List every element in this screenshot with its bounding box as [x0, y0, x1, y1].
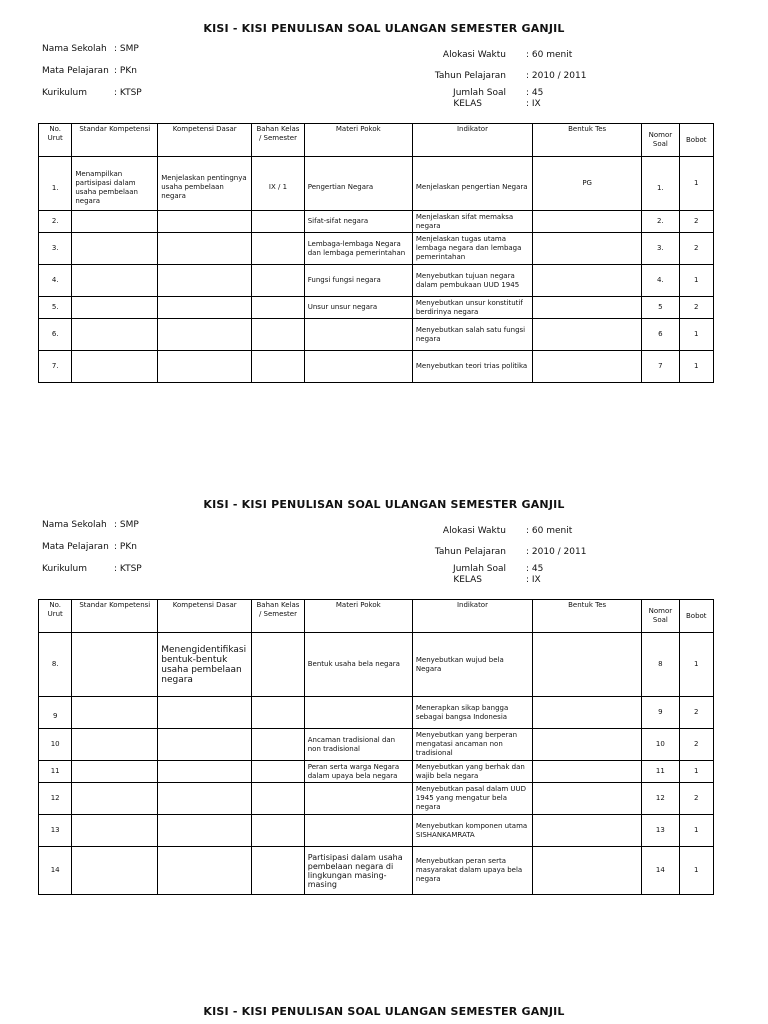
cell-standar-kompetensi — [72, 233, 158, 265]
cell-no: 14 — [39, 847, 72, 895]
column-header: Nomor Soal — [642, 124, 679, 157]
cell-no: 13 — [39, 815, 72, 847]
info-value: : PKn — [114, 542, 137, 552]
cell-bentuk-tes — [533, 761, 642, 783]
table-row — [39, 761, 714, 783]
cell-no: 8. — [39, 633, 72, 697]
column-header: Kompetensi Dasar — [158, 124, 252, 157]
cell-indikator: Menyebutkan wujud bela Negara — [412, 633, 532, 697]
cell-standar-kompetensi — [72, 297, 158, 319]
cell-bahan-kelas — [252, 815, 305, 847]
cell-materi-pokok — [304, 351, 412, 383]
cell-no: 7. — [39, 351, 72, 383]
cell-bobot: 1 — [679, 815, 713, 847]
cell-bahan-kelas — [252, 783, 305, 815]
cell-no: 1. — [39, 157, 72, 211]
cell-materi-pokok: Pengertian Negara — [304, 157, 412, 211]
cell-bahan-kelas — [252, 697, 305, 729]
column-header: Materi Pokok — [304, 124, 412, 157]
cell-bahan-kelas — [252, 233, 305, 265]
cell-standar-kompetensi — [72, 697, 158, 729]
cell-nomor-soal: 7 — [642, 351, 679, 383]
cell-bahan-kelas: IX / 1 — [252, 157, 305, 211]
info-value: : 45 — [526, 88, 544, 98]
cell-bobot: 1 — [679, 265, 713, 297]
info-label: Tahun Pelajaran — [434, 547, 506, 557]
cell-indikator: Menyebutkan teori trias politika — [412, 351, 532, 383]
info-label: Nama Sekolah — [42, 44, 107, 54]
cell-materi-pokok: Peran serta warga Negara dalam upaya bela negara — [304, 761, 412, 783]
cell-kompetensi-dasar — [158, 761, 252, 783]
cell-no: 11 — [39, 761, 72, 783]
cell-standar-kompetensi — [72, 319, 158, 351]
document-title: KISI - KISI PENULISAN SOAL ULANGAN SEMESTER GANJIL — [203, 1005, 565, 1018]
cell-nomor-soal: 12 — [642, 783, 679, 815]
column-header: Kompetensi Dasar — [158, 600, 252, 633]
cell-bentuk-tes — [533, 351, 642, 383]
cell-indikator: Menyebutkan salah satu fungsi negara — [412, 319, 532, 351]
cell-bahan-kelas — [252, 211, 305, 233]
info-label: Alokasi Waktu — [442, 50, 506, 60]
cell-standar-kompetensi — [72, 633, 158, 697]
cell-kompetensi-dasar — [158, 697, 252, 729]
cell-indikator: Menyebutkan unsur konstitutif berdirinya negara — [412, 297, 532, 319]
table-row — [39, 633, 714, 697]
cell-standar-kompetensi: Menampilkan partisipasi dalam usaha pembelaan negara — [72, 157, 158, 211]
cell-bobot: 2 — [679, 233, 713, 265]
info-value: : 2010 / 2011 — [526, 71, 587, 81]
cell-indikator: Menyebutkan yang berperan mengatasi ancaman non tradisional — [412, 729, 532, 761]
cell-nomor-soal: 9 — [642, 697, 679, 729]
cell-no: 4. — [39, 265, 72, 297]
cell-kompetensi-dasar — [158, 847, 252, 895]
cell-bobot: 2 — [679, 697, 713, 729]
cell-indikator: Menyebutkan pasal dalam UUD 1945 yang mengatur bela negara — [412, 783, 532, 815]
cell-bobot: 2 — [679, 729, 713, 761]
cell-materi-pokok: Sifat-sifat negara — [304, 211, 412, 233]
cell-materi-pokok: Bentuk usaha bela negara — [304, 633, 412, 697]
column-header: Bahan Kelas / Semester — [252, 600, 305, 633]
column-header: Indikator — [412, 600, 532, 633]
column-header: Bentuk Tes — [533, 124, 642, 157]
cell-indikator: Menyebutkan yang berhak dan wajib bela negara — [412, 761, 532, 783]
cell-kompetensi-dasar: Menengidentifikasi bentuk-bentuk usaha pembelaan negara — [158, 633, 252, 697]
cell-bobot: 1 — [679, 847, 713, 895]
table-row — [39, 233, 714, 265]
cell-kompetensi-dasar — [158, 351, 252, 383]
table-row — [39, 783, 714, 815]
info-label: Alokasi Waktu — [442, 526, 506, 536]
table-row — [39, 847, 714, 895]
cell-bobot: 1 — [679, 157, 713, 211]
column-header: No. Urut — [39, 124, 72, 157]
document-title: KISI - KISI PENULISAN SOAL ULANGAN SEMESTER GANJIL — [203, 22, 565, 35]
info-value: : 60 menit — [526, 50, 573, 60]
cell-materi-pokok: Ancaman tradisional dan non tradisional — [304, 729, 412, 761]
cell-bahan-kelas — [252, 297, 305, 319]
kisi-table — [38, 599, 714, 895]
cell-no: 9 — [39, 697, 72, 729]
cell-bahan-kelas — [252, 351, 305, 383]
info-value: : KTSP — [114, 564, 142, 574]
cell-kompetensi-dasar — [158, 319, 252, 351]
cell-indikator: Menyebutkan komponen utama SISHANKAMRATA — [412, 815, 532, 847]
cell-indikator: Menyebutkan peran serta masyarakat dalam upaya bela negara — [412, 847, 532, 895]
column-header: Bobot — [679, 124, 713, 157]
cell-bahan-kelas — [252, 729, 305, 761]
kisi-table — [38, 123, 714, 383]
cell-nomor-soal: 2. — [642, 211, 679, 233]
cell-bentuk-tes — [533, 697, 642, 729]
cell-materi-pokok: Lembaga-lembaga Negara dan lembaga pemerintahan — [304, 233, 412, 265]
info-value: : KTSP — [114, 88, 142, 98]
cell-no: 3. — [39, 233, 72, 265]
column-header: Materi Pokok — [304, 600, 412, 633]
table-row — [39, 211, 714, 233]
cell-materi-pokok — [304, 815, 412, 847]
cell-nomor-soal: 3. — [642, 233, 679, 265]
table-header-row — [39, 124, 714, 157]
cell-bentuk-tes — [533, 729, 642, 761]
info-label: Nama Sekolah — [42, 520, 107, 530]
cell-nomor-soal: 5 — [642, 297, 679, 319]
cell-nomor-soal: 1. — [642, 157, 679, 211]
info-value: : PKn — [114, 66, 137, 76]
cell-bentuk-tes — [533, 847, 642, 895]
column-header: Nomor Soal — [642, 600, 679, 633]
cell-no: 6. — [39, 319, 72, 351]
cell-bentuk-tes — [533, 233, 642, 265]
cell-materi-pokok: Unsur unsur negara — [304, 297, 412, 319]
table-row — [39, 697, 714, 729]
table-row — [39, 815, 714, 847]
cell-nomor-soal: 4. — [642, 265, 679, 297]
cell-nomor-soal: 8 — [642, 633, 679, 697]
cell-no: 10 — [39, 729, 72, 761]
info-label: Mata Pelajaran — [42, 542, 109, 552]
column-header: Bahan Kelas / Semester — [252, 124, 305, 157]
cell-bentuk-tes — [533, 783, 642, 815]
cell-kompetensi-dasar — [158, 783, 252, 815]
info-value: : IX — [526, 575, 541, 585]
document-title: KISI - KISI PENULISAN SOAL ULANGAN SEMESTER GANJIL — [203, 498, 565, 511]
cell-materi-pokok: Fungsi fungsi negara — [304, 265, 412, 297]
cell-indikator: Menjelaskan sifat memaksa negara — [412, 211, 532, 233]
cell-bentuk-tes — [533, 265, 642, 297]
cell-indikator: Menyebutkan tujuan negara dalam pembukaan UUD 1945 — [412, 265, 532, 297]
cell-nomor-soal: 11 — [642, 761, 679, 783]
info-value: : 60 menit — [526, 526, 573, 536]
cell-bentuk-tes — [533, 297, 642, 319]
info-label: Tahun Pelajaran — [434, 71, 506, 81]
cell-bahan-kelas — [252, 319, 305, 351]
column-header: Standar Kompetensi — [72, 600, 158, 633]
cell-materi-pokok: Partisipasi dalam usaha pembelaan negara di lingkungan masing-masing — [304, 847, 412, 895]
cell-nomor-soal: 6 — [642, 319, 679, 351]
info-label: KELAS — [453, 575, 482, 585]
table-row — [39, 297, 714, 319]
cell-kompetensi-dasar: Menjelaskan pentingnya usaha pembelaan negara — [158, 157, 252, 211]
cell-bentuk-tes: PG — [533, 157, 642, 211]
cell-standar-kompetensi — [72, 265, 158, 297]
school-info — [42, 44, 242, 104]
cell-materi-pokok — [304, 697, 412, 729]
cell-standar-kompetensi — [72, 351, 158, 383]
cell-materi-pokok — [304, 319, 412, 351]
cell-bahan-kelas — [252, 633, 305, 697]
column-header: Standar Kompetensi — [72, 124, 158, 157]
info-value: : 2010 / 2011 — [526, 547, 587, 557]
info-value: : IX — [526, 99, 541, 109]
cell-bobot: 2 — [679, 297, 713, 319]
cell-bahan-kelas — [252, 761, 305, 783]
cell-bobot: 1 — [679, 351, 713, 383]
cell-nomor-soal: 10 — [642, 729, 679, 761]
column-header: No. Urut — [39, 600, 72, 633]
cell-standar-kompetensi — [72, 815, 158, 847]
cell-materi-pokok — [304, 783, 412, 815]
cell-standar-kompetensi — [72, 729, 158, 761]
school-info — [42, 520, 242, 580]
cell-bentuk-tes — [533, 319, 642, 351]
cell-nomor-soal: 13 — [642, 815, 679, 847]
cell-standar-kompetensi — [72, 847, 158, 895]
exam-info — [412, 50, 632, 110]
cell-bobot: 2 — [679, 211, 713, 233]
cell-bentuk-tes — [533, 633, 642, 697]
cell-kompetensi-dasar — [158, 815, 252, 847]
cell-no: 5. — [39, 297, 72, 319]
cell-indikator: Menjelaskan pengertian Negara — [412, 157, 532, 211]
cell-standar-kompetensi — [72, 761, 158, 783]
column-header: Bobot — [679, 600, 713, 633]
cell-kompetensi-dasar — [158, 265, 252, 297]
info-value: : 45 — [526, 564, 544, 574]
cell-bahan-kelas — [252, 265, 305, 297]
cell-no: 12 — [39, 783, 72, 815]
cell-bobot: 1 — [679, 633, 713, 697]
table-header-row — [39, 600, 714, 633]
cell-no: 2. — [39, 211, 72, 233]
info-label: KELAS — [453, 99, 482, 109]
table-row — [39, 729, 714, 761]
cell-bobot: 2 — [679, 783, 713, 815]
table-row — [39, 265, 714, 297]
cell-bentuk-tes — [533, 815, 642, 847]
info-label: Jumlah Soal — [453, 88, 506, 98]
table-row — [39, 319, 714, 351]
cell-nomor-soal: 14 — [642, 847, 679, 895]
cell-bobot: 1 — [679, 761, 713, 783]
cell-bahan-kelas — [252, 847, 305, 895]
cell-bentuk-tes — [533, 211, 642, 233]
table-row — [39, 157, 714, 211]
info-label: Mata Pelajaran — [42, 66, 109, 76]
info-label: Jumlah Soal — [453, 564, 506, 574]
info-value: : SMP — [114, 44, 139, 54]
cell-indikator: Menjelaskan tugas utama lembaga negara dan lembaga pemerintahan — [412, 233, 532, 265]
cell-standar-kompetensi — [72, 783, 158, 815]
cell-kompetensi-dasar — [158, 297, 252, 319]
cell-kompetensi-dasar — [158, 729, 252, 761]
cell-standar-kompetensi — [72, 211, 158, 233]
column-header: Indikator — [412, 124, 532, 157]
cell-kompetensi-dasar — [158, 211, 252, 233]
info-label: Kurikulum — [42, 564, 87, 574]
table-row — [39, 351, 714, 383]
info-label: Kurikulum — [42, 88, 87, 98]
info-value: : SMP — [114, 520, 139, 530]
cell-bobot: 1 — [679, 319, 713, 351]
column-header: Bentuk Tes — [533, 600, 642, 633]
cell-indikator: Menerapkan sikap bangga sebagai bangsa Indonesia — [412, 697, 532, 729]
cell-kompetensi-dasar — [158, 233, 252, 265]
exam-info — [412, 526, 632, 586]
